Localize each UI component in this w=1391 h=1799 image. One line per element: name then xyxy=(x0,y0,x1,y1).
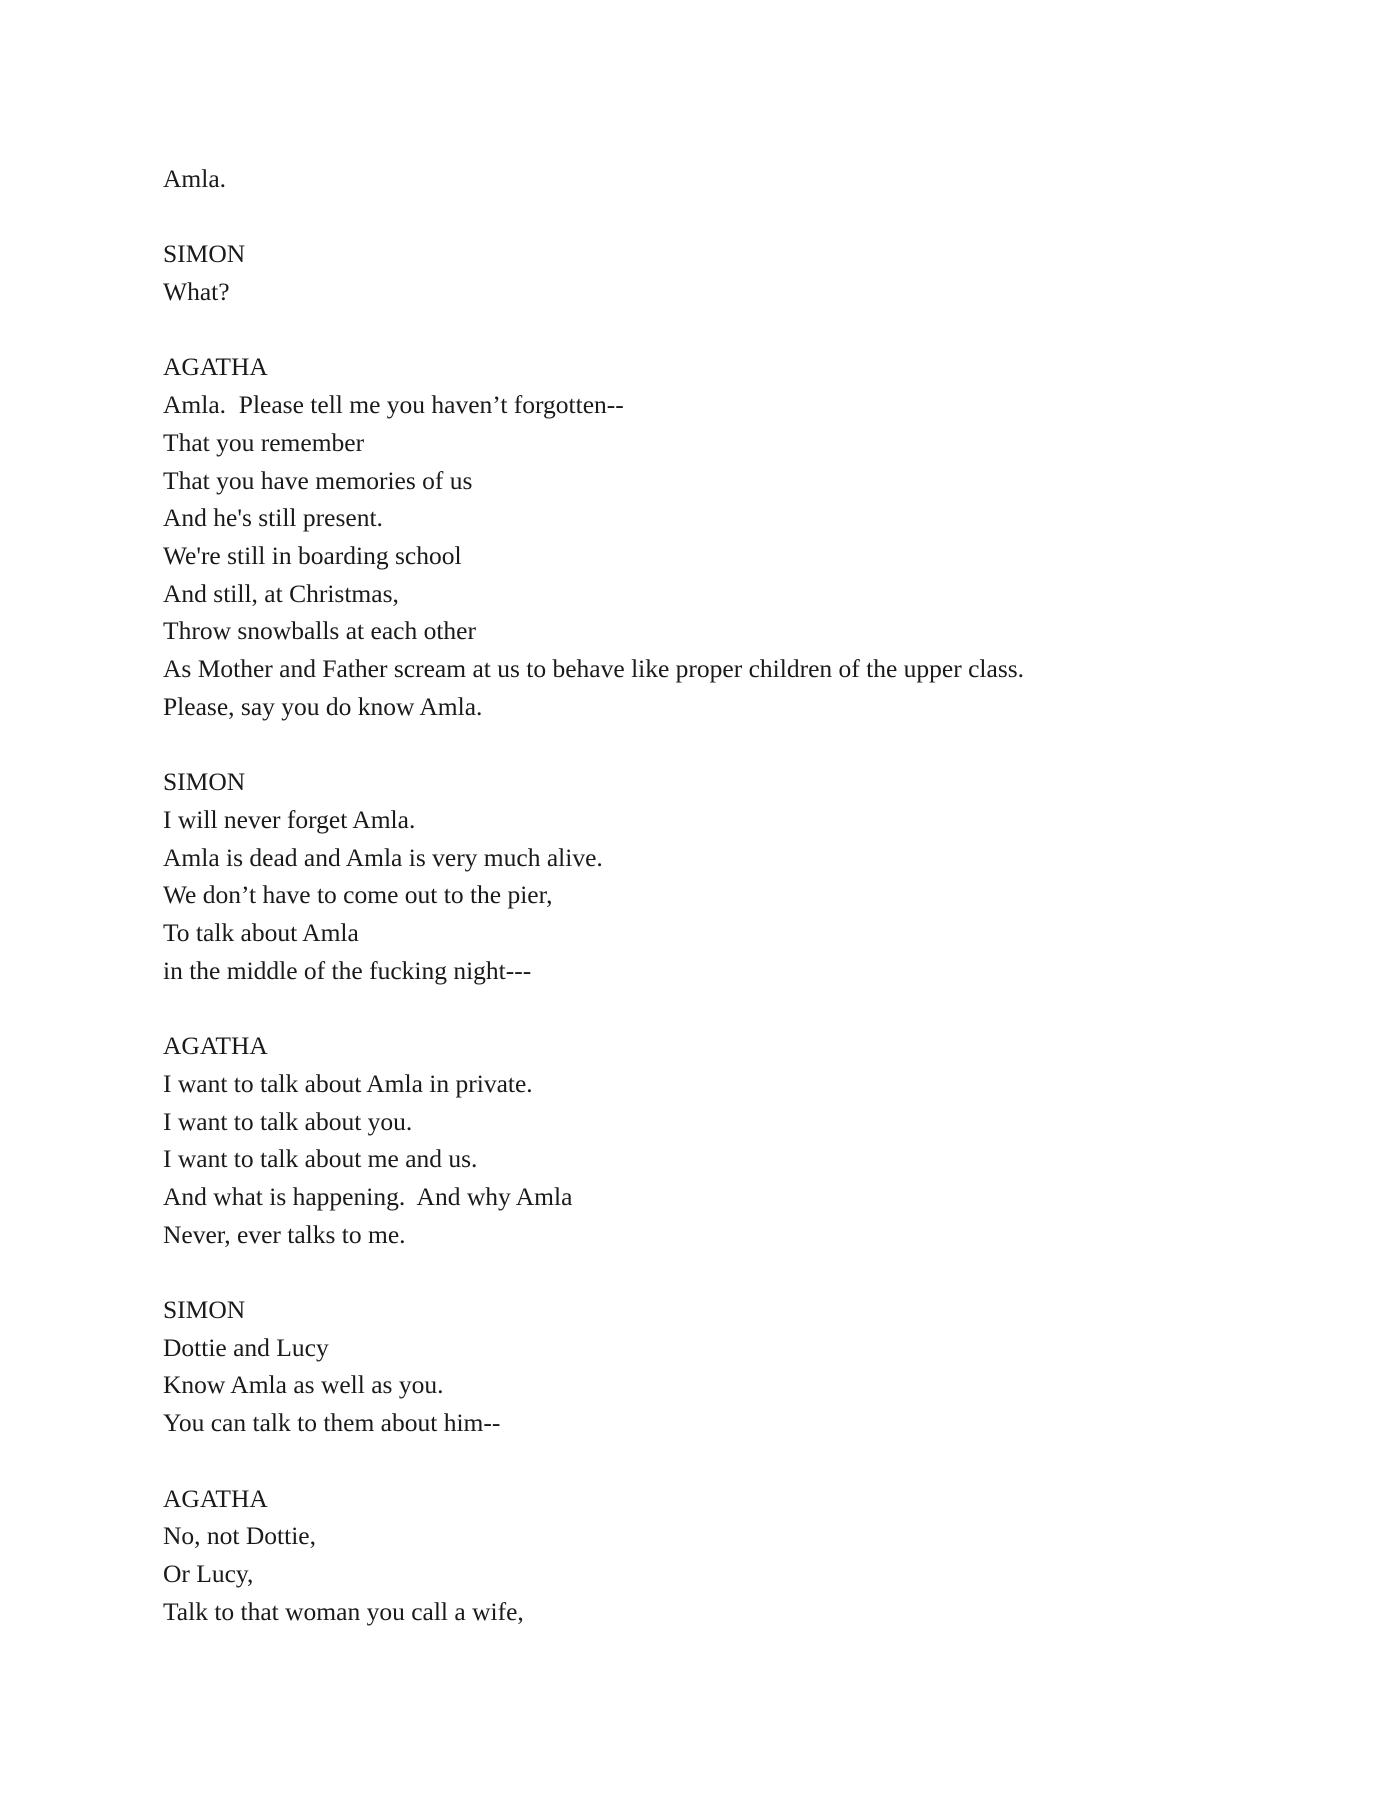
dialogue-line: Know Amla as well as you. xyxy=(163,1370,444,1400)
dialogue-line: Talk to that woman you call a wife, xyxy=(163,1596,524,1626)
dialogue-line: To talk about Amla xyxy=(163,918,359,948)
dialogue-line: Amla is dead and Amla is very much alive. xyxy=(163,842,603,872)
dialogue-block xyxy=(163,160,1343,198)
block-spacer xyxy=(163,989,1343,1027)
block-spacer xyxy=(163,1442,1343,1480)
speaker-name: SIMON xyxy=(163,239,246,269)
block-spacer xyxy=(163,198,1343,236)
dialogue-block xyxy=(163,1480,1343,1631)
dialogue-line: I want to talk about me and us. xyxy=(163,1144,478,1174)
dialogue-block xyxy=(163,763,1343,989)
speaker-name: SIMON xyxy=(163,1295,246,1325)
dialogue-line: What? xyxy=(163,277,230,307)
dialogue-line: And what is happening. And why Amla xyxy=(163,1181,573,1211)
speaker-name: AGATHA xyxy=(163,352,268,382)
dialogue-line: I want to talk about you. xyxy=(163,1106,413,1136)
dialogue-line: We're still in boarding school xyxy=(163,541,462,570)
dialogue-line: And still, at Christmas, xyxy=(163,578,399,608)
dialogue-line: That you remember xyxy=(163,427,365,457)
dialogue-line: Never, ever talks to me. xyxy=(163,1219,406,1249)
dialogue-line: in the middle of the fucking night--- xyxy=(163,955,532,985)
script-text xyxy=(163,160,1343,1630)
dialogue-line: Amla. xyxy=(163,164,227,193)
dialogue-block xyxy=(163,235,1343,310)
dialogue-line: That you have memories of us xyxy=(163,465,473,495)
speaker-name: AGATHA xyxy=(163,1483,268,1513)
dialogue-line: Dottie and Lucy xyxy=(163,1332,329,1362)
dialogue-line: And he's still present. xyxy=(163,503,383,533)
dialogue-line: No, not Dottie, xyxy=(163,1521,316,1551)
dialogue-line: Amla. Please tell me you haven’t forgotten-- xyxy=(163,390,624,420)
dialogue-line: As Mother and Father scream at us to behave like proper children of the upper class. xyxy=(163,654,1025,684)
speaker-name: AGATHA xyxy=(163,1031,268,1061)
dialogue-block xyxy=(163,348,1343,725)
dialogue-block xyxy=(163,1291,1343,1442)
dialogue-line: Or Lucy, xyxy=(163,1558,254,1588)
dialogue-line: You can talk to them about him-- xyxy=(163,1408,501,1438)
dialogue-block xyxy=(163,1027,1343,1253)
dialogue-line: We don’t have to come out to the pier, xyxy=(163,880,553,910)
dialogue-line: Please, say you do know Amla. xyxy=(163,691,483,721)
block-spacer xyxy=(163,726,1343,764)
dialogue-line: I will never forget Amla. xyxy=(163,804,416,834)
block-spacer xyxy=(163,1253,1343,1291)
speaker-name: SIMON xyxy=(163,767,246,797)
dialogue-line: Throw snowballs at each other xyxy=(163,616,476,646)
block-spacer xyxy=(163,311,1343,349)
dialogue-line: I want to talk about Amla in private. xyxy=(163,1068,533,1098)
